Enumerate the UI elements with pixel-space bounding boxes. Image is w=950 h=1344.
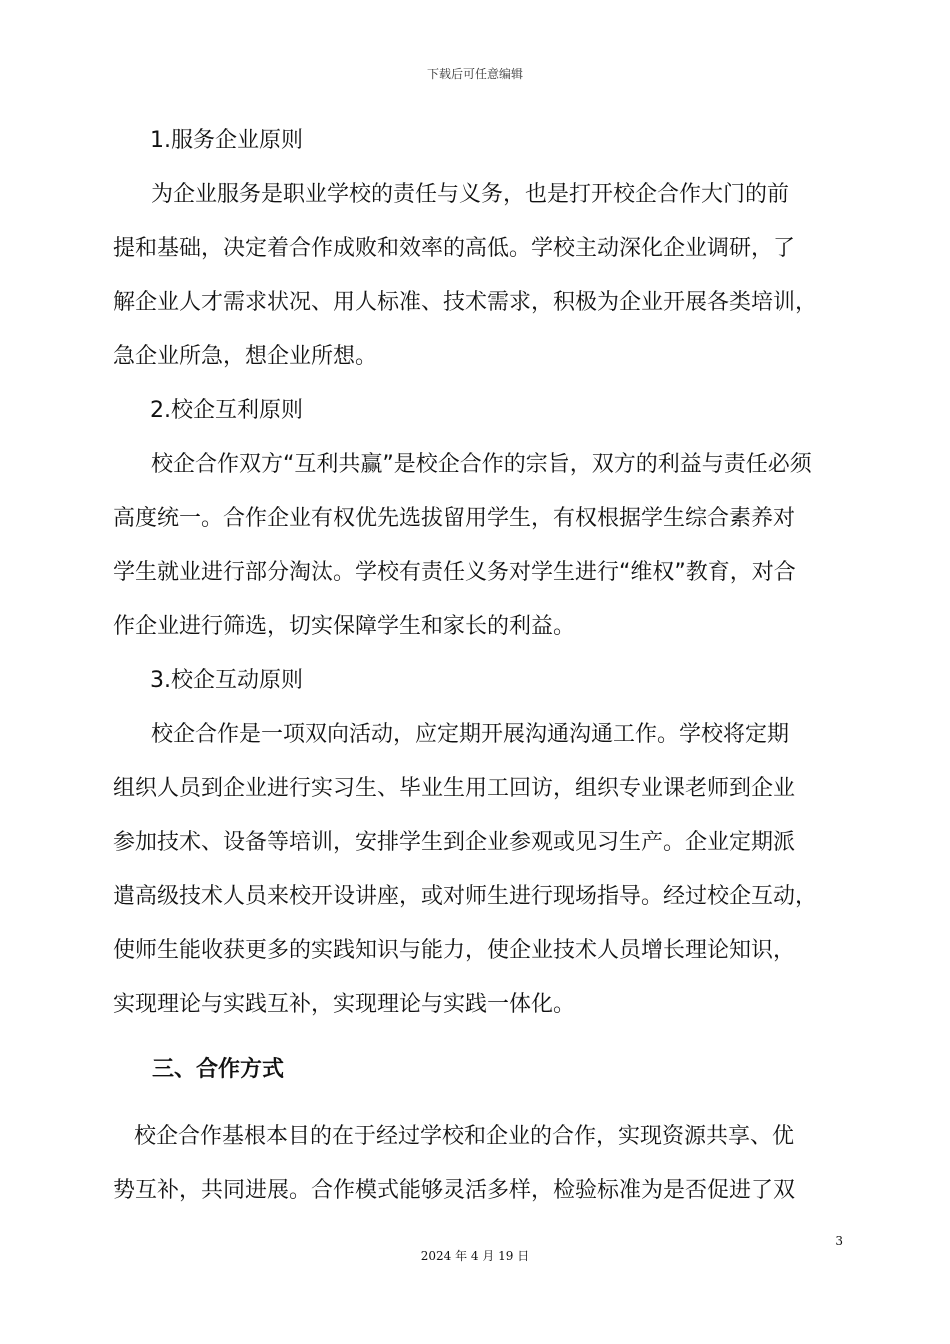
- paragraph-line: 解企业人才需求状况、用人标准、技术需求，积极为企业开展各类培训，: [113, 290, 818, 315]
- paragraph-line: 组织人员到企业进行实习生、毕业生用工回访，组织专业课老师到企业: [113, 776, 796, 801]
- paragraph-line: 校企合作是一项双向活动，应定期开展沟通沟通工作。学校将定期: [151, 722, 790, 747]
- paragraph-line: 势互补，共同进展。合作模式能够灵活多样，检验标准为是否促进了双: [113, 1178, 796, 1203]
- section-heading-cooperation-mode: 三、合作方式: [152, 1057, 285, 1082]
- paragraph-line: 校企合作双方“互利共赢”是校企合作的宗旨，双方的利益与责任必须: [151, 452, 812, 477]
- subheading-interaction-principle: 3.校企互动原则: [150, 668, 303, 693]
- page-number: 3: [835, 1234, 843, 1248]
- page-footer-date: 2024 年 4 月 19 日: [420, 1249, 530, 1263]
- paragraph-line: 遣高级技术人员来校开设讲座，或对师生进行现场指导。经过校企互动，: [113, 884, 818, 909]
- paragraph-line: 提和基础，决定着合作成败和效率的高低。学校主动深化企业调研，了: [113, 236, 796, 261]
- subheading-service-principle: 1.服务企业原则: [150, 128, 303, 153]
- paragraph-line: 使师生能收获更多的实践知识与能力，使企业技术人员增长理论知识，: [113, 938, 796, 963]
- paragraph-line: 参加技术、设备等培训，安排学生到企业参观或见习生产。企业定期派: [113, 830, 796, 855]
- paragraph-line: 高度统一。合作企业有权优先选拔留用学生，有权根据学生综合素养对: [113, 506, 796, 531]
- paragraph-line: 校企合作基根本目的在于经过学校和企业的合作，实现资源共享、优: [134, 1124, 795, 1149]
- paragraph-line: 作企业进行筛选，切实保障学生和家长的利益。: [113, 614, 576, 639]
- subheading-mutual-benefit-principle: 2.校企互利原则: [150, 398, 303, 423]
- paragraph-line: 为企业服务是职业学校的责任与义务，也是打开校企合作大门的前: [151, 182, 790, 207]
- paragraph-line: 学生就业进行部分淘汰。学校有责任义务对学生进行“维权”教育，对合: [113, 560, 796, 585]
- paragraph-line: 实现理论与实践互补，实现理论与实践一体化。: [113, 992, 576, 1017]
- paragraph-line: 急企业所急，想企业所想。: [113, 344, 378, 369]
- page-header: 下载后可任意编辑: [426, 67, 523, 81]
